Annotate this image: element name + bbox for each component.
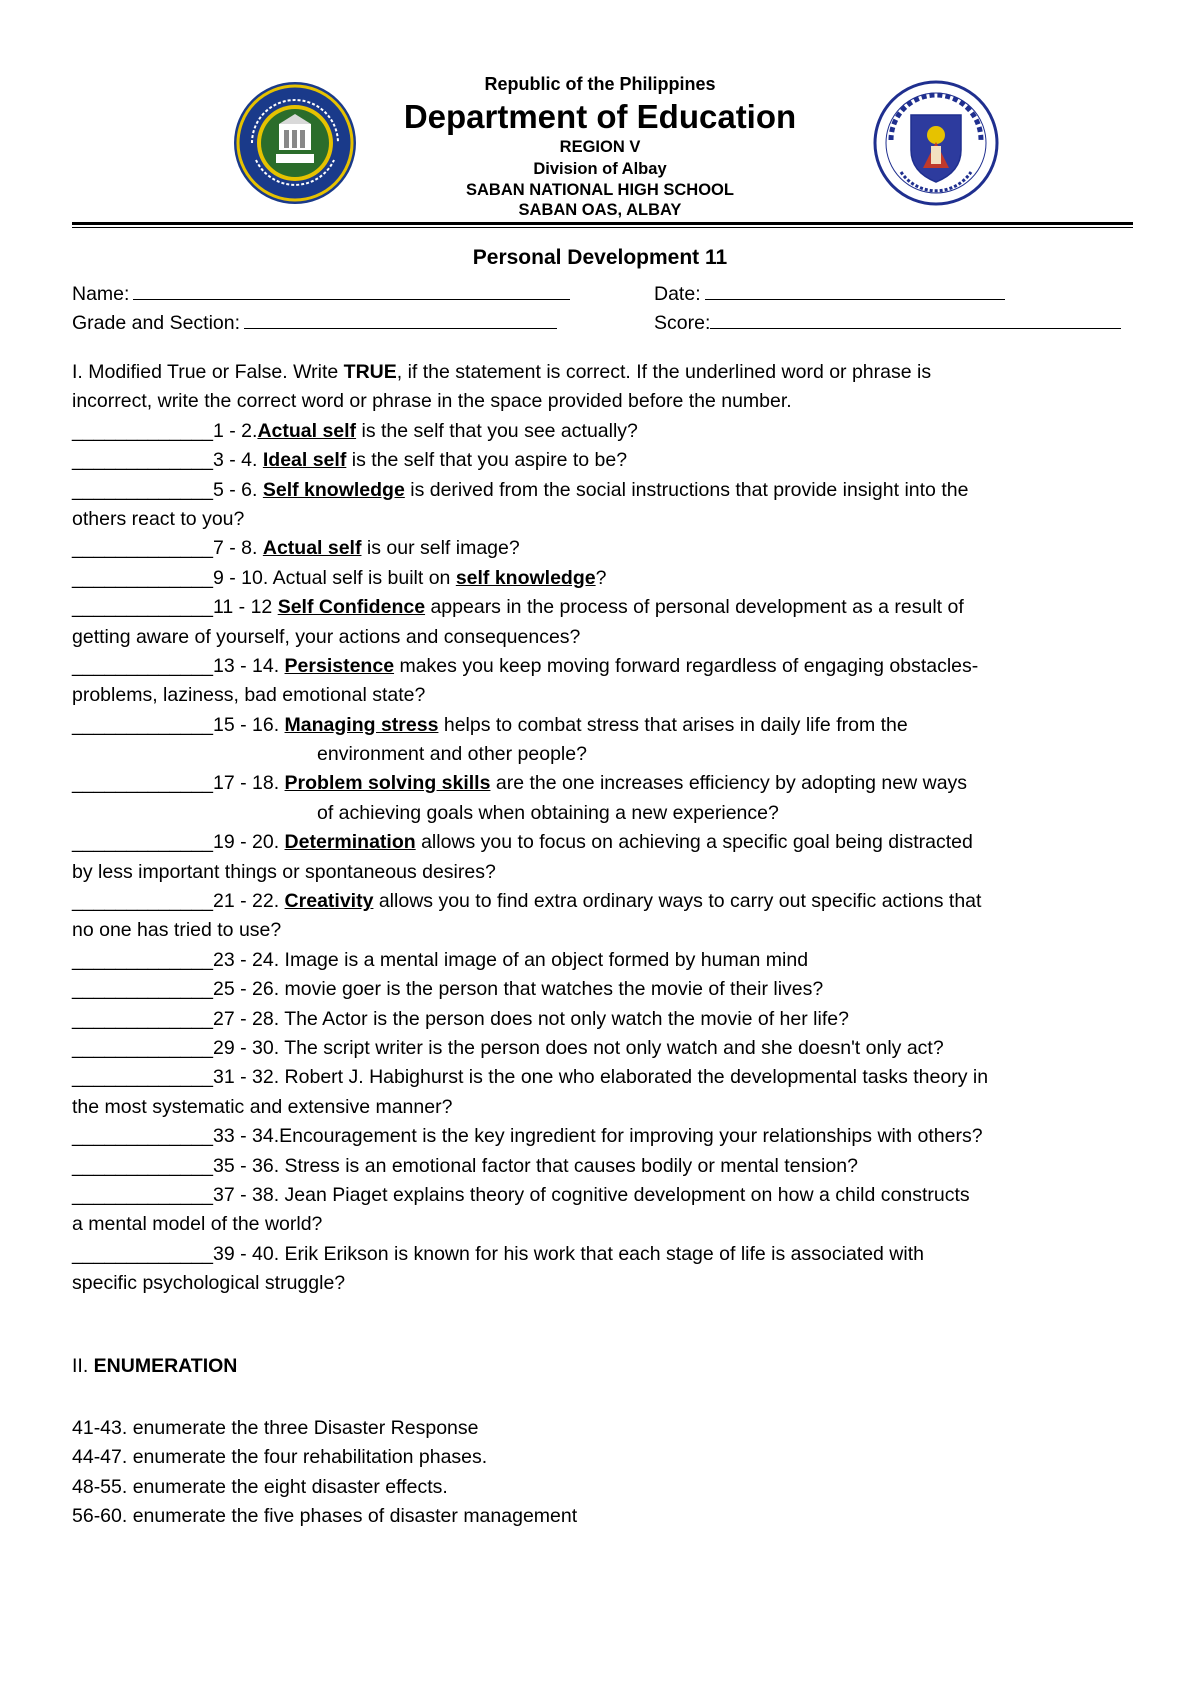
- question-continuation: of achieving goals when obtaining a new experience?: [317, 801, 779, 824]
- instructions-line: incorrect, write the correct word or phrase in the space provided before the number.: [72, 390, 792, 413]
- question-text: 15 - 16.: [213, 713, 285, 736]
- underlined-term: Creativity: [284, 890, 374, 913]
- enumeration-item: 44-47. enumerate the four rehabilitation phases.: [72, 1446, 488, 1469]
- answer-blank[interactable]: _____________: [72, 449, 213, 472]
- question-item: [72, 946, 1142, 975]
- division-heading: Division of Albay: [533, 160, 667, 178]
- question-text: 3 - 4.: [213, 449, 263, 472]
- section2-heading: II. ENUMERATION: [72, 1355, 238, 1377]
- question-continuation: problems, laziness, bad emotional state?: [72, 684, 426, 707]
- enumeration-item: 56-60. enumerate the five phases of disaster management: [72, 1505, 578, 1528]
- question-text: ?: [595, 566, 607, 589]
- enumeration-item: 41-43. enumerate the three Disaster Response: [72, 1417, 479, 1439]
- underlined-term: Problem solving skills: [284, 772, 491, 795]
- question-text: allows you to focus on achieving a specific goal being distracted: [415, 831, 973, 854]
- question-text: 1 - 2.: [213, 419, 258, 442]
- question-text: 11 - 12: [213, 596, 278, 619]
- answer-blank[interactable]: _____________: [72, 948, 213, 971]
- question-continuation: others react to you?: [72, 507, 245, 530]
- underlined-term: self knowledge: [455, 566, 596, 589]
- answer-blank[interactable]: _____________: [72, 890, 213, 913]
- question-text: is the self that you aspire to be?: [346, 449, 628, 472]
- question-item: [72, 975, 1142, 1004]
- question-text: 39 - 40. Erik Erikson is known for his work that each stage of life is associated with: [213, 1242, 924, 1265]
- answer-blank[interactable]: _____________: [72, 1242, 213, 1265]
- enumeration-list: [72, 1414, 577, 1532]
- question-item: [72, 1005, 1142, 1034]
- score-blank[interactable]: [710, 308, 1121, 329]
- answer-blank[interactable]: _____________: [72, 654, 213, 677]
- answer-blank[interactable]: _____________: [72, 772, 213, 795]
- grade-section-field[interactable]: [72, 308, 557, 335]
- name-field[interactable]: [72, 279, 570, 306]
- header-divider-thin: [72, 227, 1133, 228]
- underlined-term: Actual self: [257, 419, 357, 442]
- grade-section-label: Grade and Section:: [72, 312, 241, 334]
- question-continuation: by less important things or spontaneous desires?: [72, 860, 496, 883]
- question-item: [72, 446, 1142, 475]
- question-item: [72, 1152, 1142, 1181]
- question-text: 21 - 22.: [213, 890, 285, 913]
- question-text: is derived from the social instructions that provide insight into the: [404, 478, 969, 501]
- question-text: 17 - 18.: [213, 772, 285, 795]
- underlined-term: Self Confidence: [277, 596, 426, 619]
- question-text: 27 - 28. The Actor is the person does not only watch the movie of her life?: [213, 1007, 849, 1030]
- question-text: 13 - 14.: [213, 654, 285, 677]
- question-continuation: specific psychological struggle?: [72, 1272, 346, 1295]
- underlined-term: Self knowledge: [262, 478, 405, 501]
- underlined-term: Determination: [284, 831, 416, 854]
- question-text: appears in the process of personal development as a result of: [425, 596, 964, 619]
- republic-heading: Republic of the Philippines: [484, 74, 716, 94]
- question-text: 29 - 30. The script writer is the person does not only watch and she doesn't only act?: [213, 1036, 944, 1059]
- department-heading: Department of Education: [403, 98, 797, 135]
- question-text: 33 - 34.Encouragement is the key ingredient for improving your relationships with others?: [213, 1125, 983, 1148]
- school-name: SABAN NATIONAL HIGH SCHOOL: [466, 181, 734, 199]
- underlined-term: Ideal self: [262, 449, 347, 472]
- answer-blank[interactable]: _____________: [72, 537, 213, 560]
- question-continuation: the most systematic and extensive manner?: [72, 1095, 453, 1118]
- question-text: makes you keep moving forward regardless of engaging obstacles-: [394, 654, 979, 677]
- answer-blank[interactable]: _____________: [72, 1154, 213, 1177]
- question-text: 19 - 20.: [213, 831, 285, 854]
- question-text: is our self image?: [361, 537, 520, 560]
- question-item: [72, 534, 1142, 563]
- question-item: [72, 1034, 1142, 1063]
- school-address: SABAN OAS, ALBAY: [518, 201, 682, 219]
- answer-blank[interactable]: _____________: [72, 596, 213, 619]
- question-text: 9 - 10. Actual self is built on: [213, 566, 456, 589]
- question-continuation: getting aware of yourself, your actions and consequences?: [72, 625, 581, 648]
- question-text: 7 - 8.: [213, 537, 263, 560]
- underlined-term: Persistence: [284, 654, 395, 677]
- worksheet-title: Personal Development 11: [472, 246, 728, 269]
- instructions-line: I. Modified True or False. Write TRUE, if the statement is correct. If the underlined word or phrase is: [72, 361, 932, 383]
- question-item: [72, 769, 1142, 798]
- answer-blank[interactable]: _____________: [72, 831, 213, 854]
- question-text: 5 - 6.: [213, 478, 263, 501]
- question-text: 25 - 26. movie goer is the person that watches the movie of their lives?: [213, 978, 824, 1001]
- answer-blank[interactable]: _____________: [72, 1007, 213, 1030]
- question-text: 35 - 36. Stress is an emotional factor that causes bodily or mental tension?: [213, 1154, 858, 1177]
- question-continuation: no one has tried to use?: [72, 919, 282, 942]
- question-item: [72, 564, 1142, 593]
- answer-blank[interactable]: _____________: [72, 713, 213, 736]
- question-text: is the self that you see actually?: [356, 419, 638, 442]
- question-item: [72, 652, 1142, 681]
- enumeration-item: 48-55. enumerate the eight disaster effects.: [72, 1475, 448, 1498]
- answer-blank[interactable]: _____________: [72, 1066, 213, 1089]
- question-item: [72, 1122, 1142, 1151]
- question-item: [72, 417, 1142, 446]
- question-item: [72, 1240, 1142, 1269]
- answer-blank[interactable]: _____________: [72, 1183, 213, 1206]
- underlined-term: Managing stress: [284, 713, 439, 736]
- section1-questions: [72, 358, 1142, 1299]
- answer-blank[interactable]: _____________: [72, 1036, 213, 1059]
- question-item: [72, 828, 1142, 857]
- question-item: [72, 1181, 1142, 1210]
- question-text: helps to combat stress that arises in daily life from the: [438, 713, 908, 736]
- date-blank[interactable]: [705, 279, 1005, 300]
- underlined-term: Actual self: [262, 537, 362, 560]
- question-item: [72, 887, 1142, 916]
- score-label: Score:: [654, 312, 711, 334]
- question-text: 31 - 32. Robert J. Habighurst is the one who elaborated the developmental tasks theory in: [213, 1066, 989, 1089]
- header-divider: [72, 222, 1133, 225]
- question-text: allows you to find extra ordinary ways to carry out specific actions that: [373, 890, 982, 913]
- date-field[interactable]: [654, 279, 1005, 306]
- question-continuation: environment and other people?: [317, 743, 587, 766]
- answer-blank[interactable]: _____________: [72, 419, 213, 442]
- name-blank[interactable]: [133, 279, 570, 300]
- question-item: [72, 711, 1142, 740]
- grade-section-blank[interactable]: [244, 308, 557, 329]
- answer-blank[interactable]: _____________: [72, 978, 213, 1001]
- region-heading: REGION V: [559, 138, 641, 156]
- question-text: 23 - 24. Image is a mental image of an object formed by human mind: [213, 948, 809, 971]
- answer-blank[interactable]: _____________: [72, 478, 213, 501]
- name-label: Name:: [72, 283, 130, 305]
- question-continuation: a mental model of the world?: [72, 1213, 323, 1236]
- date-label: Date:: [654, 283, 701, 305]
- answer-blank[interactable]: _____________: [72, 1125, 213, 1148]
- question-item: [72, 1063, 1142, 1092]
- question-text: are the one increases efficiency by adopting new ways: [490, 772, 968, 795]
- score-field[interactable]: [654, 308, 1121, 335]
- question-text: 37 - 38. Jean Piaget explains theory of cognitive development on how a child constructs: [213, 1183, 970, 1206]
- question-item: [72, 476, 1142, 505]
- answer-blank[interactable]: _____________: [72, 566, 213, 589]
- question-item: [72, 593, 1142, 622]
